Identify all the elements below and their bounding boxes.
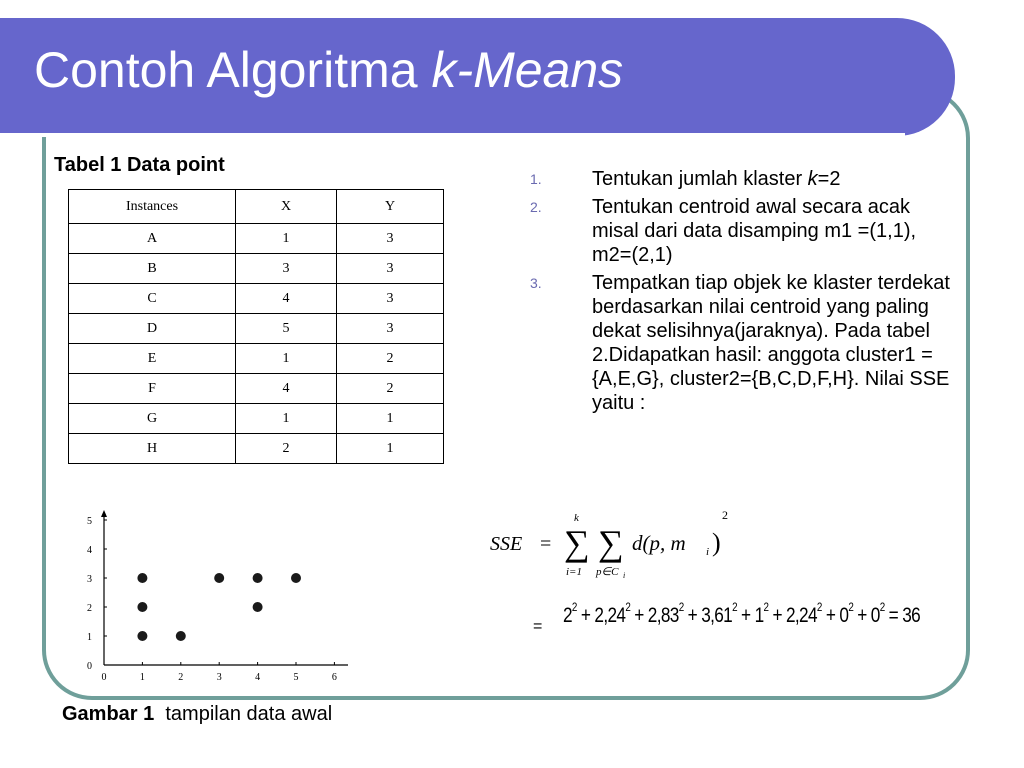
calc-term: $0^2$	[839, 600, 854, 627]
formula-lhs: SSE	[490, 533, 523, 555]
cell-x: 1	[236, 344, 337, 374]
table-body	[69, 224, 444, 464]
step-text: Tempatkan tiap objek ke klaster terdekat berdasarkan nilai centroid yang paling dekat selisihnya(jaraknya). Pada tabel 2.Didapatkan hasil: anggota cluster1 = {A,E,G}, cluster2={B,C,D,F,H}. Nilai SSE yaitu :	[592, 272, 950, 414]
x-tick-label: 4	[255, 672, 261, 683]
cell-instance: D	[69, 314, 236, 344]
sum1-lower-limit: i=1	[566, 566, 582, 578]
cell-instance: F	[69, 374, 236, 404]
scatter-chart	[78, 508, 348, 688]
x-tick-label: 1	[139, 672, 145, 683]
table-row	[69, 404, 444, 434]
cell-x: 4	[236, 284, 337, 314]
cell-y: 1	[337, 434, 444, 464]
cell-y: 2	[337, 374, 444, 404]
calc-term: $2^2$	[563, 600, 577, 627]
header-instances: Instances	[69, 190, 236, 224]
title-text: Contoh Algoritma	[34, 42, 432, 98]
calc-term: $1^2$	[754, 600, 769, 627]
calc-equals: =	[533, 618, 543, 635]
sum1-upper-limit: k	[574, 512, 579, 524]
title-italic: k-Means	[431, 42, 624, 98]
y-tick-label: 0	[87, 661, 92, 672]
cell-y: 3	[337, 314, 444, 344]
calc-term: 2,83$^2$	[647, 600, 684, 627]
steps-list	[530, 167, 960, 419]
header-y: Y	[337, 190, 444, 224]
title-underline	[0, 133, 905, 137]
x-tick-label: 0	[101, 672, 107, 683]
calc-result: 36	[902, 604, 921, 627]
calc-term: 3,61$^2$	[701, 600, 737, 627]
cell-x: 4	[236, 374, 337, 404]
data-point	[214, 573, 224, 583]
calc-term: $0^2$	[870, 600, 885, 627]
figure-caption	[62, 703, 332, 726]
slide-title	[34, 40, 623, 100]
figure-caption-label: Gambar 1	[62, 703, 155, 725]
cell-x: 3	[236, 254, 337, 284]
cell-y: 1	[337, 404, 444, 434]
cell-x: 2	[236, 434, 337, 464]
formula-body: d(p, m	[632, 531, 686, 555]
table-row	[69, 224, 444, 254]
sum-symbol-1: ∑	[564, 523, 590, 563]
cell-y: 3	[337, 254, 444, 284]
data-point	[253, 573, 263, 583]
table-row	[69, 314, 444, 344]
y-tick-label: 2	[87, 603, 92, 614]
x-tick-label: 2	[178, 672, 184, 683]
data-point	[137, 631, 147, 641]
cell-instance: H	[69, 434, 236, 464]
sum2-lower-subscript: i	[623, 571, 626, 580]
data-point	[137, 602, 147, 612]
step-number: 1.	[530, 171, 542, 187]
cell-instance: E	[69, 344, 236, 374]
step-3	[530, 271, 960, 415]
cell-y: 3	[337, 224, 444, 254]
cell-x: 1	[236, 224, 337, 254]
y-tick-label: 4	[87, 545, 92, 556]
cell-instance: G	[69, 404, 236, 434]
cell-instance: A	[69, 224, 236, 254]
sse-formula	[486, 505, 756, 585]
cell-instance: C	[69, 284, 236, 314]
formula-close-paren: )	[712, 528, 721, 557]
step-1	[530, 167, 960, 191]
table-row	[69, 254, 444, 284]
x-tick-label: 3	[216, 672, 222, 683]
table-row	[69, 434, 444, 464]
figure-caption-text: tampilan data awal	[154, 703, 333, 725]
cell-y: 2	[337, 344, 444, 374]
step-text: Tentukan centroid awal secara acak misal dari data disamping m1 =(1,1), m2=(2,1)	[592, 196, 917, 266]
data-point	[291, 573, 301, 583]
x-tick-label: 5	[293, 672, 299, 683]
sse-calculation: $2^2 + 2,24^2 + 2,83^2 + 3,61^2 + 1^2 + 2,24^2 + 0^2 + 0^2 = 36$	[563, 600, 921, 627]
y-tick-label: 1	[87, 632, 92, 643]
formula-equals: =	[540, 533, 552, 555]
cell-instance: B	[69, 254, 236, 284]
formula-body-subscript: i	[706, 546, 710, 558]
formula-exponent: 2	[722, 508, 728, 522]
data-point	[253, 602, 263, 612]
data-point	[137, 573, 147, 583]
table-header-row	[69, 190, 444, 224]
table-caption: Tabel 1 Data point	[54, 154, 225, 176]
table-row	[69, 284, 444, 314]
cell-x: 1	[236, 404, 337, 434]
cell-y: 3	[337, 284, 444, 314]
table-row	[69, 344, 444, 374]
step-2	[530, 195, 960, 267]
k-variable: k	[807, 168, 818, 190]
step-text: Tentukan jumlah klaster k=2	[592, 168, 841, 190]
header-x: X	[236, 190, 337, 224]
y-axis-arrow	[101, 510, 107, 517]
sum-symbol-2: ∑	[598, 523, 624, 563]
cell-x: 5	[236, 314, 337, 344]
x-tick-label: 6	[331, 672, 337, 683]
data-point	[176, 631, 186, 641]
y-tick-label: 5	[87, 516, 92, 527]
data-table	[68, 189, 444, 464]
table-row	[69, 374, 444, 404]
calc-term: 2,24$^2$	[594, 600, 631, 627]
step-number: 2.	[530, 199, 542, 215]
y-tick-label: 3	[87, 574, 92, 585]
sum2-lower-limit: p∈C	[596, 566, 619, 578]
step-number: 3.	[530, 275, 542, 291]
calc-term: 2,24$^2$	[786, 600, 822, 627]
